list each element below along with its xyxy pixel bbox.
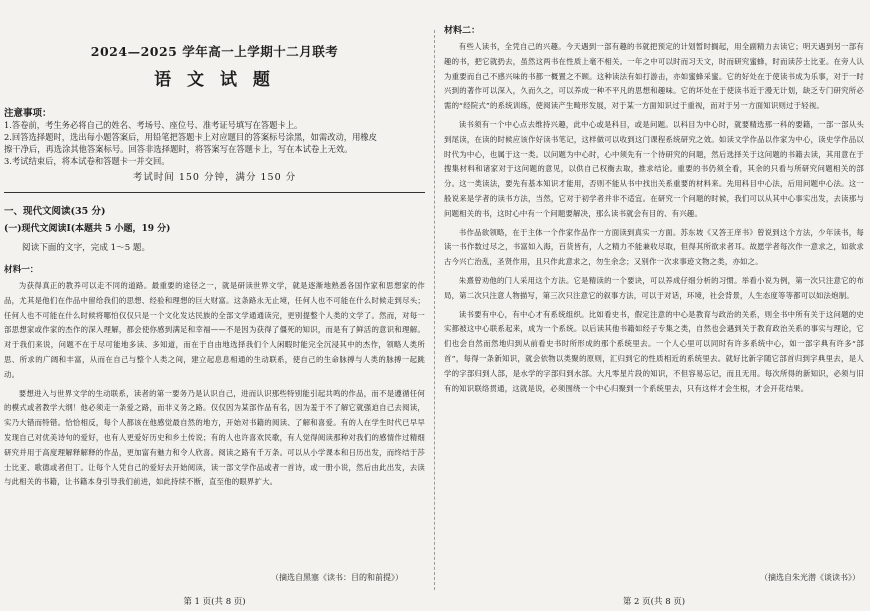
reading-instruction: 阅读下面的文字，完成 1～5 题。 <box>22 243 151 253</box>
page-footer: 第 1 页(共 8 页) <box>183 597 246 607</box>
passage-paragraph: 有些人读书，全凭自己的兴趣。今天遇到一部有趣的书就把预定的计划暂时搁起，用全副精力去读它；明天遇到另一部有趣的书，把它就扔去，虽然这两书在性质上毫不相关。一年之中可以时而习天文，时而研究蜜蜂，时而读莎士比亚。在旁人认为重要而自己不感兴味的书都一概置之不顾。这种读法有如打游击，亦如蜜蜂采蜜。它的好处在于使读书成为乐事，对于一时兴到的著作可以深入，久而久之，可以养成一种不平凡的思想和趣味。它的坏处在于使读书近于漫无计划，缺乏专门研究所必需的“经院式”的系统训练，使阅读产生畸形发展，对于某一方面知识过于重视，而对于另一方面知识则过于轻视。 <box>444 42 864 111</box>
exam-title: 2024—2025 学年高一上学期十二月联考 <box>90 44 339 59</box>
passage-source: （摘选自黑塞《读书：目的和前提》） <box>271 573 403 582</box>
passage-source: （摘选自朱光潜《谈读书》） <box>760 573 860 582</box>
passage-paragraph: 读书要有中心，有中心才有系统组织。比如看史书，假定注意的中心是教育与政治的关系，则全书中所有关于这问题的史实都被这中心联系起来，成为一个系统。以后读其他书籍如经子专集之类，自然也会遇到关于教育政治关系的事实与理论，它们也会自然而然地归到从前看史书时所形成的那个系统里去。一个人心里可以同时有许多系统中心，如一部字典有许多“部首”，每得一条新知识，就会依物以类聚的原则，汇归到它的性质相近的系统里去。就好比新字随它部首归到字典里去，是人学的字部归到人部，是水学的字部归到水部。大凡零星片段的知识，不但容易忘记，而且无用。每次所得的新知识，必须与旧有的知识联络贯通，这就是说，必须围绕一个中心归聚到一个系统里去，只有这样才会生根，才会开花结果。 <box>444 309 864 393</box>
material-two-label: 材料二： <box>444 26 481 36</box>
passage-paragraph: 为获得真正的教养可以走不同的道路。最重要的途径之一，就是研读世界文学，就是逐渐地熟悉各国作家和思想家的作品，尤其是他们在作品中留给我们的思想、经验和理想的巨大财富。这条路永无止境，任何人也不可能在什么时候走到尽头；任何人也不可能在什么时候将哪怕仅仅只是一个文化发达民族的全部文学通通读完，更别提整个人类的文学了。然而，对每一部思想家或作家的杰作的深入理解，都会使你感到满足和幸福——不是因为获得了僵死的知识，而是有了鲜活的意识和理解。对于我们来说，问题不在于尽可能地多读、多知道，而在于自由地选择我们个人闲暇时能完全沉浸其中的杰作，领略人类所思、所求的广阔和丰富，从而在自己与整个人类之间，建立起息息相通的生动联系，使自己的生命脉搏与人类的脉搏一起跳动。 <box>4 281 425 379</box>
material-one-label: 材料一： <box>4 265 39 275</box>
notice-heading: 注意事项： <box>4 108 52 119</box>
passage-paragraph: 要想进入与世界文学的生动联系，读者的第一要务乃是认识自己，进而认识那些特别能引起共鸣的作品，而不是遵循任何的模式或者教学大纲！他必须走一条爱之路，而非义务之路。仅仅因为某部作品有名，因为羞于不了解它就强迫自己去阅读，实乃大错而特错。恰恰相反，每个人都该在他感觉最自然的地方，开始对书籍的阅读、了解和喜爱。有的人在学生时代已早早发现自己对优美诗句的爱好，也有人更爱好历史和乡土传说；有的人也许喜欢民歌，有人觉得阅读那种对我们的感情作过精细研究并用于高度理解释解释的作品，更加富有魅力和令人欣喜。阅读之路有千万条。可以从小学课本和日历出发，而终结于莎士比亚、歌德或者但丁。让每个人凭自己的爱好去开始阅读，读一部文学作品或者一首诗，或一册小说，然后由此出发，去读与此相关的书籍，让书籍本身引导我们前进，如此持续不断，直至他的眼界扩大。 <box>4 388 425 487</box>
passage-paragraph: 读书须有一个中心点去维持兴趣，此中心或是科目，或是问题。以科目为中心时，就要精选那一科的要籍，一部一部从头到尾读，在读的时候应该作好读书笔记，这样做可以收到这门课程系统研究之效。如读文学作品以作家为中心，读史学作品以时代为中心，也属于这一类。以问题为中心时，心中须先有一个待研究的问题，然后选择关于这问题的书籍去读，其用意在于搜集材料和诸家对于这问题的意见，以供自己权衡去取，推求结论。重要的书仍须全看，其余的只看与所研究问题相关的部分。这一类读法，要先有基本知识才能用，否则不能从书中找出关系重要的材料来。先用科目中心法，后用问题中心法。这一般说来是学者的读书方法，当然，它对于初学者并非不适宜。在研究一个问题的时候，我们可以从其中心事实出发，去读那与问题相关的书，这时心中有一个问题要解决，那么读书就会有目的、有兴趣。 <box>444 119 864 218</box>
passage-paragraph: 书作品欲领略，在于主体一个作家作品作一方面读到真实一方面。苏东坡《又答王庠书》曾说到这个方法，少年读书，每读一书作数过尽之，书富如入海，百货皆有，人之精力不能兼收尽取，但得其所欲求者耳。故愿学者每次作一意求之，如欲求古今兴亡治乱，圣贤作用，且只作此意求之，勿生余念；又别作一次求事迹文物之类，亦如之。 <box>444 227 864 267</box>
page-one <box>4 20 425 611</box>
page-divider <box>434 30 435 590</box>
passage-paragraph: 朱熹曾劝他的门人采用这个方法。它是精读的一个要诀，可以养成仔细分析的习惯。举看小说为例，第一次只注意它的布局，第二次只注意人物描写，第三次只注意它的叙事方法，可以于对话，环境，社会背景，人生态度等等都可以如法炮制。 <box>444 275 864 300</box>
section-title: 一、现代文阅读(35 分) <box>4 206 106 217</box>
subsection-title: (一)现代文阅读Ⅰ(本题共 5 小题，19 分) <box>4 224 171 234</box>
page-two <box>444 20 864 611</box>
notice-line: 3.考试结束后，将本试卷和答题卡一并交回。 <box>4 156 170 166</box>
notice-line: 擦干净后，再选涂其他答案标号。回答非选择题时，将答案写在答题卡上，写在本试卷上无效。 <box>4 144 353 154</box>
notice-line: 2.回答选择题时，选出每小题答案后，用铅笔把答题卡上对应题目的答案标号涂黑，如需改动，用橡皮 <box>4 132 377 142</box>
exam-time-info: 考试时间 150 分钟，满分 150 分 <box>132 172 297 183</box>
page-footer: 第 2 页(共 8 页) <box>622 597 686 607</box>
subject-title: 语 文 试 题 <box>154 70 275 90</box>
header-rule <box>4 192 425 193</box>
notice-line: 1.答卷前，考生务必将自己的姓名、考场号、座位号、准考证号填写在答题卡上。 <box>4 120 303 130</box>
